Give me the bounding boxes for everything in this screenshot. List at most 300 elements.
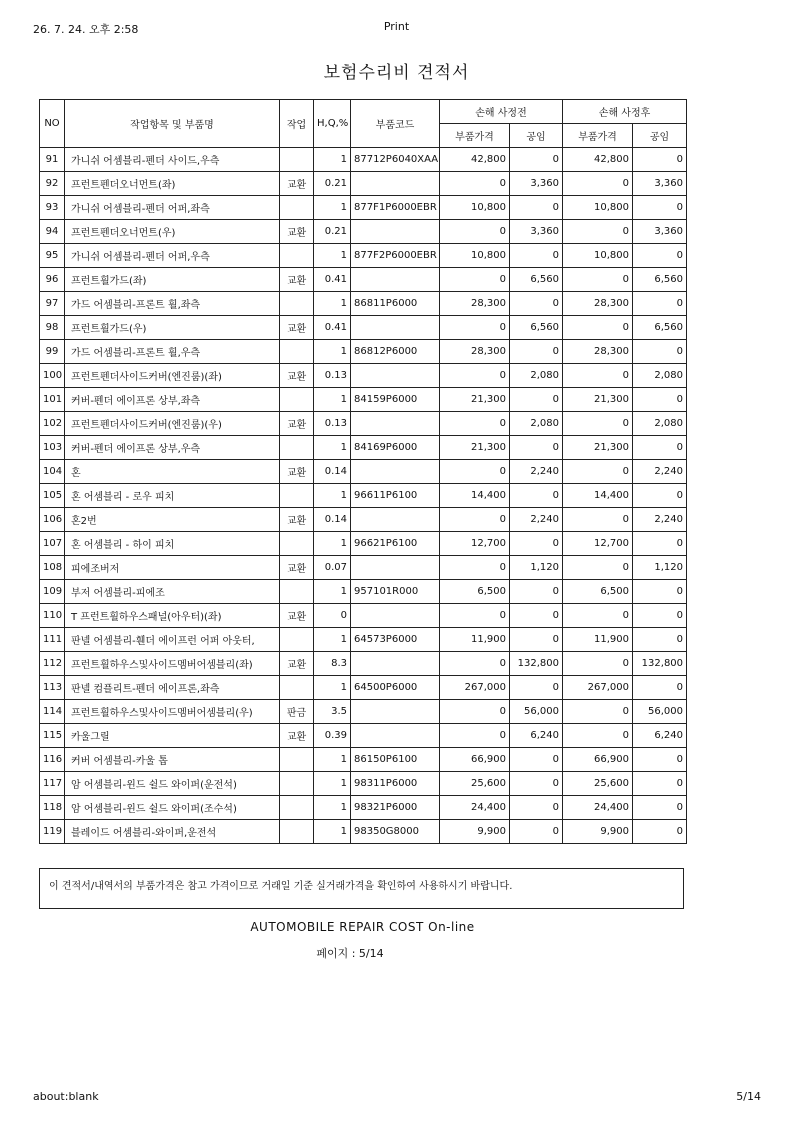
- cell-labor-before: 0: [510, 196, 563, 220]
- print-title: Print: [383, 20, 410, 33]
- cell-no: 101: [40, 388, 65, 412]
- cell-part-price-after: 14,400: [563, 484, 633, 508]
- cell-work: 교환: [280, 364, 314, 388]
- cell-labor-after: 6,560: [633, 268, 687, 292]
- cell-labor-after: 0: [633, 796, 687, 820]
- cell-labor-after: 0: [633, 676, 687, 700]
- cell-hq: 0.41: [314, 316, 351, 340]
- cell-part-code: 96621P6100: [351, 532, 440, 556]
- cell-part-price-before: 10,800: [440, 196, 510, 220]
- cell-hq: 1: [314, 580, 351, 604]
- cell-item: 가드 어셈블리-프론트 휠,좌측: [65, 292, 280, 316]
- cell-part-price-after: 25,600: [563, 772, 633, 796]
- cell-part-price-after: 6,500: [563, 580, 633, 604]
- cell-labor-after: 1,120: [633, 556, 687, 580]
- cell-work: [280, 676, 314, 700]
- cell-item: 혼: [65, 460, 280, 484]
- cell-hq: 1: [314, 532, 351, 556]
- cell-item: 커버 어셈블리-카울 톱: [65, 748, 280, 772]
- cell-item: T 프런트휠하우스패널(아우터)(좌): [65, 604, 280, 628]
- cell-labor-before: 0: [510, 604, 563, 628]
- cell-part-price-before: 0: [440, 604, 510, 628]
- cell-part-code: 87712P6040XAA: [351, 148, 440, 172]
- cell-part-code: [351, 268, 440, 292]
- cell-part-code: 877F1P6000EBR: [351, 196, 440, 220]
- cell-work: 판금: [280, 700, 314, 724]
- cell-item: 블레이드 어셈블리-와이퍼,운전석: [65, 820, 280, 844]
- cell-hq: 1: [314, 676, 351, 700]
- cell-part-price-before: 267,000: [440, 676, 510, 700]
- header-labor-after: 공임: [633, 124, 687, 148]
- cell-work: [280, 820, 314, 844]
- cell-hq: 0.07: [314, 556, 351, 580]
- cell-labor-after: 0: [633, 340, 687, 364]
- cell-part-price-after: 267,000: [563, 676, 633, 700]
- table-row: [40, 460, 687, 484]
- cell-labor-before: 0: [510, 748, 563, 772]
- cell-part-price-after: 11,900: [563, 628, 633, 652]
- cell-no: 114: [40, 700, 65, 724]
- cell-part-price-after: 0: [563, 220, 633, 244]
- cell-item: 프런트휠가드(좌): [65, 268, 280, 292]
- cell-no: 109: [40, 580, 65, 604]
- cell-hq: 0.21: [314, 220, 351, 244]
- table-row: [40, 244, 687, 268]
- cell-part-price-after: 10,800: [563, 196, 633, 220]
- cell-hq: 1: [314, 436, 351, 460]
- cell-labor-before: 0: [510, 340, 563, 364]
- cell-item: 암 어셈블리-윈드 쉴드 와이퍼(조수석): [65, 796, 280, 820]
- cell-hq: 0.21: [314, 172, 351, 196]
- cell-item: 판넬 어셈블리-휀더 에이프런 어퍼 아웃터,: [65, 628, 280, 652]
- cell-item: 혼 어셈블리 - 하이 피치: [65, 532, 280, 556]
- cell-part-price-before: 0: [440, 460, 510, 484]
- table-row: [40, 196, 687, 220]
- cell-labor-after: 132,800: [633, 652, 687, 676]
- table-row: [40, 292, 687, 316]
- print-datetime: 26. 7. 24. 오후 2:58: [33, 23, 139, 36]
- cell-part-price-after: 28,300: [563, 340, 633, 364]
- cell-part-price-before: 0: [440, 268, 510, 292]
- cell-labor-before: 2,080: [510, 364, 563, 388]
- table-row: [40, 580, 687, 604]
- cell-no: 92: [40, 172, 65, 196]
- cell-part-code: 98321P6000: [351, 796, 440, 820]
- cell-part-code: 64573P6000: [351, 628, 440, 652]
- cell-labor-after: 0: [633, 820, 687, 844]
- cell-labor-after: 0: [633, 244, 687, 268]
- cell-part-code: [351, 220, 440, 244]
- cell-hq: 0.14: [314, 460, 351, 484]
- cell-work: 교환: [280, 460, 314, 484]
- cell-work: 교환: [280, 412, 314, 436]
- cell-part-price-after: 0: [563, 556, 633, 580]
- cell-hq: 1: [314, 628, 351, 652]
- cell-work: [280, 148, 314, 172]
- cell-labor-after: 2,080: [633, 412, 687, 436]
- cell-labor-after: 0: [633, 292, 687, 316]
- cell-part-price-after: 0: [563, 724, 633, 748]
- table-row: [40, 532, 687, 556]
- cell-part-price-before: 0: [440, 700, 510, 724]
- cell-work: [280, 436, 314, 460]
- cell-work: 교환: [280, 652, 314, 676]
- cell-part-price-after: 0: [563, 700, 633, 724]
- cell-hq: 1: [314, 820, 351, 844]
- cell-no: 94: [40, 220, 65, 244]
- cell-work: 교환: [280, 724, 314, 748]
- price-notice: 이 견적서/내역서의 부품가격은 참고 가격이므로 거래일 기준 실거래가격을 확인하여 사용하시기 바랍니다.: [39, 868, 684, 909]
- cell-item: 커버-펜더 에이프론 상부,좌측: [65, 388, 280, 412]
- cell-labor-before: 6,560: [510, 316, 563, 340]
- cell-part-code: [351, 604, 440, 628]
- cell-item: 암 어셈블리-윈드 쉴드 와이퍼(운전석): [65, 772, 280, 796]
- cell-work: 교환: [280, 268, 314, 292]
- cell-part-price-before: 0: [440, 556, 510, 580]
- cell-item: 혼 어셈블리 - 로우 피치: [65, 484, 280, 508]
- cell-labor-before: 0: [510, 484, 563, 508]
- cell-part-code: [351, 172, 440, 196]
- cell-no: 103: [40, 436, 65, 460]
- cell-work: 교환: [280, 556, 314, 580]
- cell-work: [280, 388, 314, 412]
- cell-part-code: [351, 652, 440, 676]
- cell-labor-before: 3,360: [510, 220, 563, 244]
- cell-work: [280, 244, 314, 268]
- cell-part-code: [351, 700, 440, 724]
- cell-part-code: 96611P6100: [351, 484, 440, 508]
- cell-work: [280, 340, 314, 364]
- cell-labor-before: 1,120: [510, 556, 563, 580]
- cell-no: 107: [40, 532, 65, 556]
- table-row: [40, 436, 687, 460]
- header-work: 작업: [280, 100, 314, 148]
- table-row: [40, 316, 687, 340]
- table-row: [40, 172, 687, 196]
- cell-labor-before: 0: [510, 244, 563, 268]
- page-url: about:blank: [33, 1090, 99, 1103]
- table-row: [40, 220, 687, 244]
- cell-part-code: [351, 556, 440, 580]
- table-row: [40, 700, 687, 724]
- cell-item: 커버-펜더 에이프론 상부,우측: [65, 436, 280, 460]
- cell-part-price-before: 21,300: [440, 388, 510, 412]
- cell-labor-before: 0: [510, 436, 563, 460]
- header-part-price-after: 부품가격: [563, 124, 633, 148]
- cell-hq: 8.3: [314, 652, 351, 676]
- cell-work: [280, 772, 314, 796]
- cell-part-price-before: 0: [440, 364, 510, 388]
- cell-part-price-before: 24,400: [440, 796, 510, 820]
- cell-labor-after: 2,240: [633, 460, 687, 484]
- estimate-rows: [40, 148, 687, 844]
- header-item: 작업항목 및 부품명: [65, 100, 280, 148]
- table-row: [40, 628, 687, 652]
- cell-part-price-before: 6,500: [440, 580, 510, 604]
- cell-part-price-before: 25,600: [440, 772, 510, 796]
- cell-part-code: 86812P6000: [351, 340, 440, 364]
- cell-no: 117: [40, 772, 65, 796]
- cell-no: 111: [40, 628, 65, 652]
- header-no: NO: [40, 100, 65, 148]
- cell-part-code: 877F2P6000EBR: [351, 244, 440, 268]
- cell-part-price-after: 0: [563, 268, 633, 292]
- cell-part-price-after: 0: [563, 604, 633, 628]
- cell-no: 99: [40, 340, 65, 364]
- cell-no: 118: [40, 796, 65, 820]
- cell-item: 프런트펜더오너먼트(좌): [65, 172, 280, 196]
- cell-part-price-after: 0: [563, 316, 633, 340]
- cell-no: 106: [40, 508, 65, 532]
- cell-hq: 1: [314, 340, 351, 364]
- header-row-top: [40, 100, 687, 124]
- cell-part-code: 98311P6000: [351, 772, 440, 796]
- header-labor-before: 공임: [510, 124, 563, 148]
- cell-work: [280, 796, 314, 820]
- cell-part-price-before: 11,900: [440, 628, 510, 652]
- cell-part-price-before: 0: [440, 220, 510, 244]
- cell-part-code: [351, 364, 440, 388]
- cell-hq: 0.14: [314, 508, 351, 532]
- cell-labor-after: 0: [633, 748, 687, 772]
- cell-part-price-after: 0: [563, 412, 633, 436]
- footer-title: AUTOMOBILE REPAIR COST On-line: [250, 920, 475, 934]
- cell-labor-before: 0: [510, 148, 563, 172]
- cell-no: 100: [40, 364, 65, 388]
- cell-work: [280, 484, 314, 508]
- cell-labor-before: 0: [510, 628, 563, 652]
- cell-part-price-after: 24,400: [563, 796, 633, 820]
- document-title: 보험수리비 견적서: [323, 63, 470, 83]
- table-row: [40, 796, 687, 820]
- cell-no: 108: [40, 556, 65, 580]
- cell-part-price-before: 0: [440, 172, 510, 196]
- cell-work: [280, 292, 314, 316]
- cell-part-price-before: 42,800: [440, 148, 510, 172]
- cell-no: 115: [40, 724, 65, 748]
- cell-no: 91: [40, 148, 65, 172]
- table-row: [40, 340, 687, 364]
- cell-part-code: 84169P6000: [351, 436, 440, 460]
- cell-work: [280, 580, 314, 604]
- cell-no: 113: [40, 676, 65, 700]
- cell-part-price-before: 66,900: [440, 748, 510, 772]
- cell-no: 96: [40, 268, 65, 292]
- header-after-adjustment: 손해 사정후: [563, 100, 687, 124]
- header-code: 부품코드: [351, 100, 440, 148]
- cell-part-price-before: 9,900: [440, 820, 510, 844]
- table-row: [40, 724, 687, 748]
- cell-labor-after: 0: [633, 604, 687, 628]
- cell-hq: 1: [314, 244, 351, 268]
- cell-labor-before: 0: [510, 532, 563, 556]
- cell-hq: 1: [314, 292, 351, 316]
- cell-labor-after: 0: [633, 580, 687, 604]
- table-row: [40, 508, 687, 532]
- page-label: 페이지 : 5/14: [316, 947, 384, 960]
- cell-part-code: [351, 724, 440, 748]
- cell-part-price-before: 28,300: [440, 292, 510, 316]
- table-row: [40, 652, 687, 676]
- table-row: [40, 364, 687, 388]
- cell-labor-before: 0: [510, 388, 563, 412]
- cell-labor-after: 2,240: [633, 508, 687, 532]
- cell-labor-after: 0: [633, 196, 687, 220]
- cell-no: 104: [40, 460, 65, 484]
- header-before-adjustment: 손해 사정전: [440, 100, 563, 124]
- cell-labor-after: 6,560: [633, 316, 687, 340]
- cell-hq: 1: [314, 148, 351, 172]
- cell-part-price-after: 9,900: [563, 820, 633, 844]
- cell-part-price-before: 0: [440, 724, 510, 748]
- cell-no: 112: [40, 652, 65, 676]
- cell-hq: 0.13: [314, 412, 351, 436]
- cell-part-price-before: 28,300: [440, 340, 510, 364]
- table-row: [40, 556, 687, 580]
- cell-no: 97: [40, 292, 65, 316]
- cell-part-code: [351, 412, 440, 436]
- cell-labor-before: 2,240: [510, 460, 563, 484]
- cell-part-price-after: 0: [563, 364, 633, 388]
- cell-work: [280, 628, 314, 652]
- cell-work: [280, 532, 314, 556]
- cell-no: 119: [40, 820, 65, 844]
- cell-labor-after: 0: [633, 388, 687, 412]
- cell-labor-before: 0: [510, 580, 563, 604]
- cell-part-price-before: 0: [440, 652, 510, 676]
- cell-item: 가드 어셈블리-프론트 휠,우측: [65, 340, 280, 364]
- cell-labor-before: 6,240: [510, 724, 563, 748]
- cell-part-price-after: 12,700: [563, 532, 633, 556]
- cell-no: 102: [40, 412, 65, 436]
- cell-part-price-after: 28,300: [563, 292, 633, 316]
- cell-hq: 0.13: [314, 364, 351, 388]
- cell-item: 프런트펜더사이드커버(엔진룸)(좌): [65, 364, 280, 388]
- cell-part-price-after: 0: [563, 508, 633, 532]
- table-row: [40, 148, 687, 172]
- cell-item: 가니쉬 어셈블리-펜더 어퍼,우측: [65, 244, 280, 268]
- cell-labor-after: 6,240: [633, 724, 687, 748]
- cell-item: 혼2번: [65, 508, 280, 532]
- estimate-table: [39, 99, 687, 844]
- cell-hq: 0.39: [314, 724, 351, 748]
- cell-labor-after: 3,360: [633, 172, 687, 196]
- cell-labor-before: 2,240: [510, 508, 563, 532]
- cell-part-code: 84159P6000: [351, 388, 440, 412]
- cell-labor-before: 132,800: [510, 652, 563, 676]
- cell-part-code: 957101R000: [351, 580, 440, 604]
- cell-item: 프런트휠하우스및사이드멤버어셈블리(좌): [65, 652, 280, 676]
- cell-part-code: 98350G8000: [351, 820, 440, 844]
- cell-labor-after: 56,000: [633, 700, 687, 724]
- cell-hq: 1: [314, 196, 351, 220]
- cell-hq: 1: [314, 484, 351, 508]
- table-row: [40, 676, 687, 700]
- table-row: [40, 604, 687, 628]
- cell-part-price-before: 0: [440, 508, 510, 532]
- table-row: [40, 820, 687, 844]
- cell-part-code: 86811P6000: [351, 292, 440, 316]
- cell-item: 프런트휠가드(우): [65, 316, 280, 340]
- cell-part-code: [351, 460, 440, 484]
- cell-labor-before: 56,000: [510, 700, 563, 724]
- table-row: [40, 772, 687, 796]
- cell-hq: 3.5: [314, 700, 351, 724]
- cell-no: 95: [40, 244, 65, 268]
- cell-labor-before: 0: [510, 292, 563, 316]
- table-row: [40, 268, 687, 292]
- cell-part-price-after: 66,900: [563, 748, 633, 772]
- cell-item: 피에조버저: [65, 556, 280, 580]
- cell-item: 가니쉬 어셈블리-펜더 사이드,우측: [65, 148, 280, 172]
- cell-labor-before: 2,080: [510, 412, 563, 436]
- cell-item: 프런트펜더오너먼트(우): [65, 220, 280, 244]
- cell-labor-after: 0: [633, 484, 687, 508]
- cell-labor-after: 0: [633, 148, 687, 172]
- cell-item: 판넬 컴플리트-펜더 에이프론,좌측: [65, 676, 280, 700]
- cell-part-price-after: 21,300: [563, 436, 633, 460]
- table-row: [40, 388, 687, 412]
- cell-item: 가니쉬 어셈블리-펜더 어퍼,좌측: [65, 196, 280, 220]
- cell-labor-before: 3,360: [510, 172, 563, 196]
- cell-part-code: [351, 316, 440, 340]
- cell-part-price-after: 0: [563, 652, 633, 676]
- cell-work: 교환: [280, 172, 314, 196]
- cell-labor-after: 0: [633, 532, 687, 556]
- cell-labor-before: 0: [510, 796, 563, 820]
- cell-hq: 1: [314, 796, 351, 820]
- table-row: [40, 748, 687, 772]
- cell-part-price-before: 14,400: [440, 484, 510, 508]
- cell-no: 98: [40, 316, 65, 340]
- cell-part-code: 86150P6100: [351, 748, 440, 772]
- cell-labor-after: 0: [633, 436, 687, 460]
- cell-labor-after: 0: [633, 772, 687, 796]
- cell-no: 93: [40, 196, 65, 220]
- cell-part-price-after: 0: [563, 460, 633, 484]
- cell-work: 교환: [280, 316, 314, 340]
- cell-item: 프런트휠하우스및사이드멤버어셈블리(우): [65, 700, 280, 724]
- cell-work: [280, 748, 314, 772]
- cell-hq: 0.41: [314, 268, 351, 292]
- cell-part-price-before: 0: [440, 412, 510, 436]
- cell-no: 110: [40, 604, 65, 628]
- cell-work: 교환: [280, 220, 314, 244]
- cell-part-code: 64500P6000: [351, 676, 440, 700]
- cell-part-price-after: 10,800: [563, 244, 633, 268]
- cell-hq: 1: [314, 772, 351, 796]
- cell-work: 교환: [280, 508, 314, 532]
- cell-no: 116: [40, 748, 65, 772]
- cell-part-price-before: 12,700: [440, 532, 510, 556]
- table-row: [40, 412, 687, 436]
- cell-part-price-before: 21,300: [440, 436, 510, 460]
- cell-labor-after: 2,080: [633, 364, 687, 388]
- cell-work: [280, 196, 314, 220]
- cell-part-price-after: 0: [563, 172, 633, 196]
- header-part-price-before: 부품가격: [440, 124, 510, 148]
- cell-labor-before: 0: [510, 676, 563, 700]
- header-hq: H,Q,%: [314, 100, 351, 148]
- cell-item: 카울그릴: [65, 724, 280, 748]
- cell-part-price-before: 10,800: [440, 244, 510, 268]
- page-counter: 5/14: [736, 1090, 761, 1103]
- cell-hq: 1: [314, 748, 351, 772]
- cell-no: 105: [40, 484, 65, 508]
- cell-hq: 0: [314, 604, 351, 628]
- cell-labor-before: 0: [510, 772, 563, 796]
- cell-part-price-after: 42,800: [563, 148, 633, 172]
